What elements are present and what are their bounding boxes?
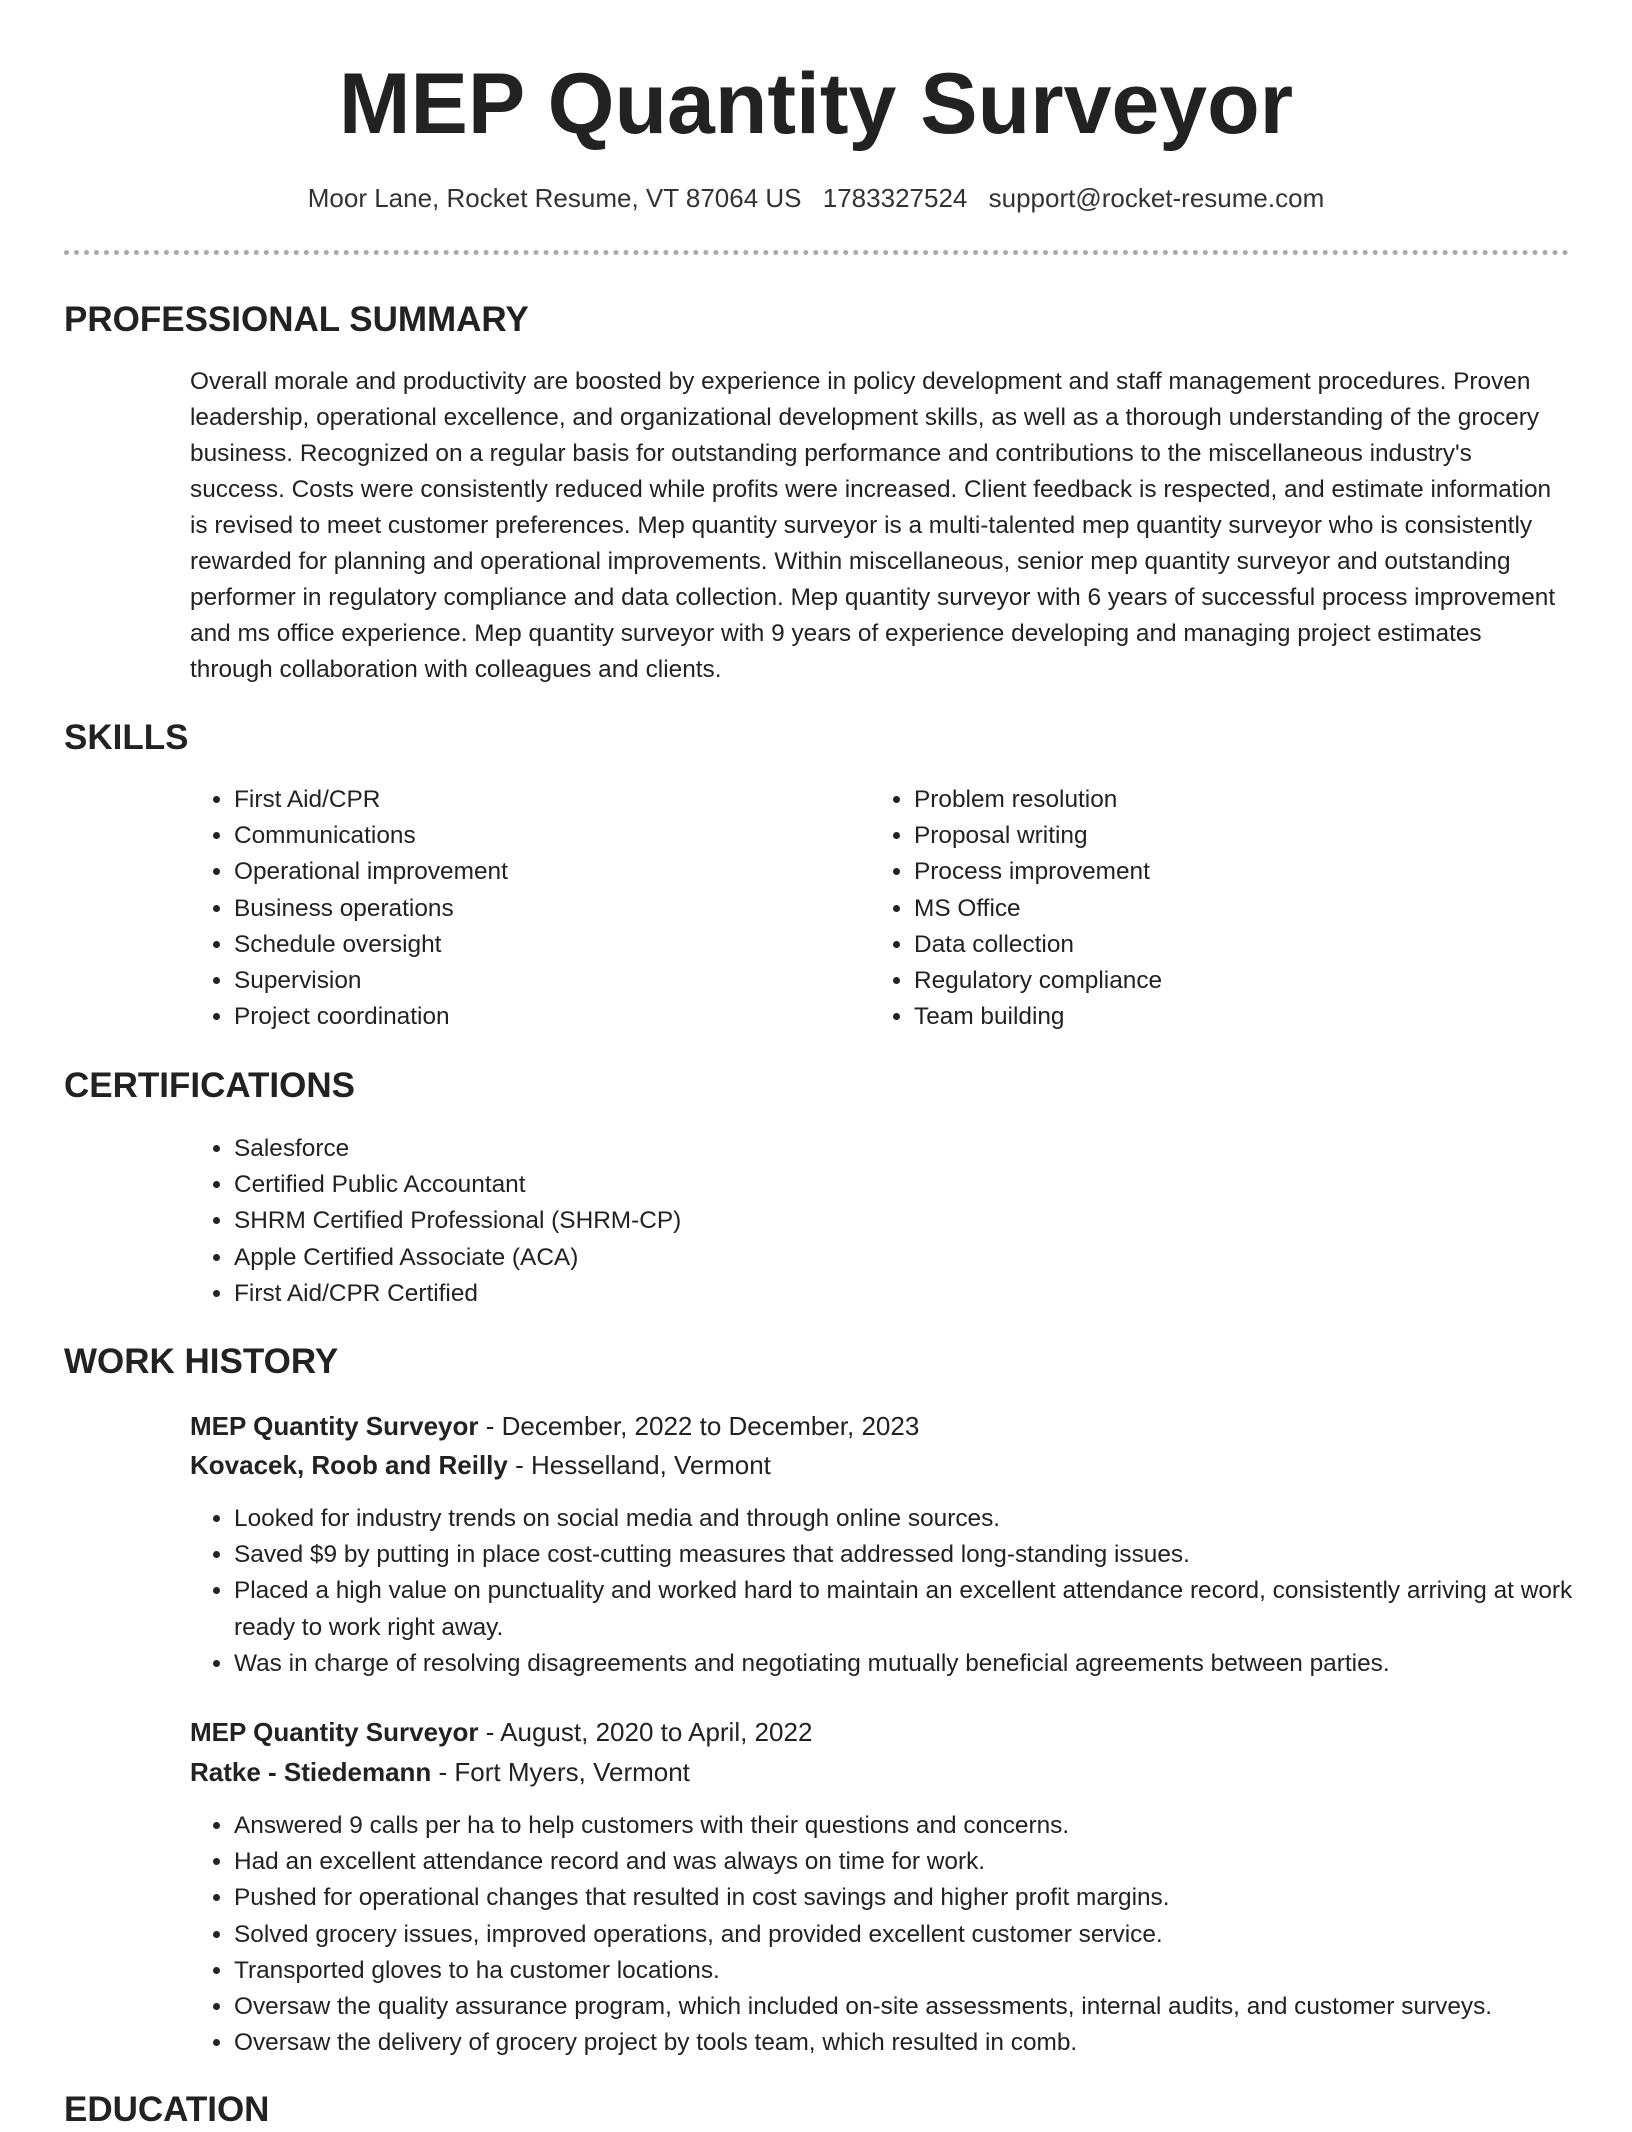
job-dates: - August, 2020 to April, 2022 xyxy=(478,1717,813,1747)
section-heading-skills: SKILLS xyxy=(64,718,189,757)
job-bullet: • Oversaw the delivery of grocery project by tools team, which resulted in comb. xyxy=(234,2025,1614,2061)
contact-phone: 1783327524 xyxy=(822,183,968,213)
skill-item: • Operational improvement xyxy=(234,854,834,890)
skill-item: • Problem resolution xyxy=(914,782,1514,818)
certification-item: • Apple Certified Associate (ACA) xyxy=(234,1240,1614,1276)
skill-item: • Proposal writing xyxy=(914,818,1514,854)
skill-item: • Communications xyxy=(234,818,834,854)
skills-list-left xyxy=(190,782,834,1035)
resume-name: MEP Quantity Surveyor xyxy=(338,56,1294,152)
skill-item: • Project coordination xyxy=(234,999,834,1035)
skill-item: • First Aid/CPR xyxy=(234,782,834,818)
summary-text: Overall morale and productivity are boosted by experience in policy development and staff management procedures. Proven leadership, operational excellence, and organizational development skills, as well as a thorough understanding of the grocery business. Recognized on a regular basis for outstanding performance and contributions to the miscellaneous industry's success. Costs were consistently reduced while profits were increased. Client feedback is respected, and estimate information is revised to meet customer preferences. Mep quantity surveyor is a multi-talented mep quantity surveyor who is consistently rewarded for planning and operational improvements. Within miscellaneous, senior mep quantity surveyor and outstanding performer in regulatory compliance and data collection. Mep quantity surveyor with 6 years of successful process improvement and ms office experience. Mep quantity surveyor with 9 years of experience developing and managing project estimates through collaboration with colleagues and clients. xyxy=(190,368,1556,683)
certifications-list xyxy=(190,1131,1614,1312)
job-bullet: • Transported gloves to ha customer locations. xyxy=(234,1953,1614,1989)
skill-item: • Process improvement xyxy=(914,854,1514,890)
section-heading-work-history: WORK HISTORY xyxy=(64,1342,339,1381)
job-bullet: • Pushed for operational changes that resulted in cost savings and higher profit margins. xyxy=(234,1880,1614,1916)
job-company-line xyxy=(190,1446,771,1484)
job-bullets xyxy=(190,1501,1614,1682)
job-location: - Hesselland, Vermont xyxy=(507,1450,771,1480)
section-heading-certifications: CERTIFICATIONS xyxy=(64,1066,356,1105)
contact-line xyxy=(0,180,1632,216)
job-bullet: • Placed a high value on punctuality and worked hard to maintain an excellent attendance record, consistently arriving at work ready to work right away. xyxy=(234,1573,1614,1645)
job-bullet: • Saved $9 by putting in place cost-cutting measures that addressed long-standing issues. xyxy=(234,1537,1614,1573)
header-divider xyxy=(64,250,1569,255)
job-title-line xyxy=(190,1407,919,1445)
job-bullet: • Answered 9 calls per ha to help customers with their questions and concerns. xyxy=(234,1808,1614,1844)
job-company-line xyxy=(190,1753,690,1791)
skill-item: • Schedule oversight xyxy=(234,927,834,963)
contact-address: Moor Lane, Rocket Resume, VT 87064 US xyxy=(307,183,802,213)
job-title: MEP Quantity Surveyor xyxy=(190,1717,479,1747)
job-location: - Fort Myers, Vermont xyxy=(431,1757,690,1787)
skill-item: • Business operations xyxy=(234,891,834,927)
skill-item: • MS Office xyxy=(914,891,1514,927)
section-heading-summary: PROFESSIONAL SUMMARY xyxy=(64,300,529,339)
skills-list-right xyxy=(870,782,1514,1035)
job-bullet: • Was in charge of resolving disagreements and negotiating mutually beneficial agreements between parties. xyxy=(234,1646,1614,1682)
job-bullet: • Had an excellent attendance record and was always on time for work. xyxy=(234,1844,1614,1880)
skill-item: • Data collection xyxy=(914,927,1514,963)
job-bullet: • Oversaw the quality assurance program, which included on-site assessments, internal audits, and customer surveys. xyxy=(234,1989,1614,2025)
certification-item: • First Aid/CPR Certified xyxy=(234,1276,1614,1312)
job-dates: - December, 2022 to December, 2023 xyxy=(478,1411,920,1441)
job-bullet: • Solved grocery issues, improved operations, and provided excellent customer service. xyxy=(234,1917,1614,1953)
certification-item: • Certified Public Accountant xyxy=(234,1167,1614,1203)
skill-item: • Team building xyxy=(914,999,1514,1035)
certification-item: • Salesforce xyxy=(234,1131,1614,1167)
job-title: MEP Quantity Surveyor xyxy=(190,1411,479,1441)
job-title-line xyxy=(190,1713,812,1751)
job-bullet: • Looked for industry trends on social media and through online sources. xyxy=(234,1501,1614,1537)
contact-email[interactable]: support@rocket-resume.com xyxy=(988,183,1325,213)
skill-item: • Supervision xyxy=(234,963,834,999)
certification-item: • SHRM Certified Professional (SHRM-CP) xyxy=(234,1203,1614,1239)
skill-item: • Regulatory compliance xyxy=(914,963,1514,999)
job-company: Ratke - Stiedemann xyxy=(190,1757,432,1787)
job-bullets xyxy=(190,1808,1614,2061)
job-company: Kovacek, Roob and Reilly xyxy=(190,1450,508,1480)
section-heading-education: EDUCATION xyxy=(64,2090,270,2129)
